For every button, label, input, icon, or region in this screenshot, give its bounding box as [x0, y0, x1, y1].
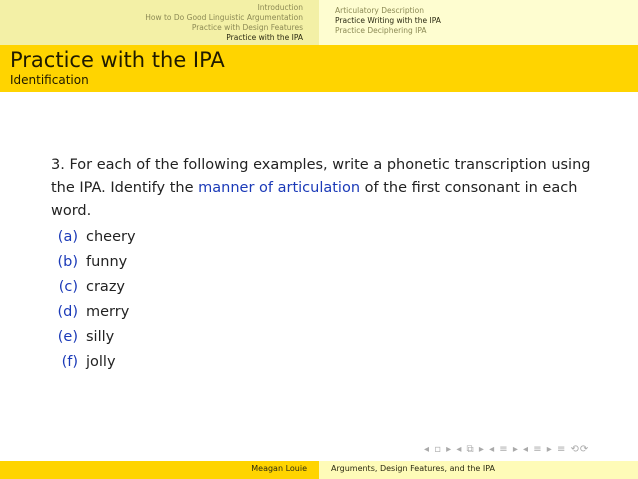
highlighted-term: manner of articulation — [198, 180, 361, 196]
item-word: cheery — [86, 229, 136, 245]
item-label: (f) — [61, 354, 78, 370]
nav-subsection-deciphering-ipa[interactable]: Practice Deciphering IPA — [335, 26, 427, 35]
question-text-end: of the first consonant in each word. — [51, 180, 578, 219]
item-label: (c) — [58, 279, 78, 295]
nav-section-design-features[interactable]: Practice with Design Features — [191, 23, 303, 32]
footer — [0, 461, 638, 479]
item-word: jolly — [86, 354, 116, 370]
list-item — [48, 302, 136, 327]
item-label: (b) — [57, 254, 78, 270]
list-item — [48, 277, 136, 302]
frame-subtitle: Identification — [10, 73, 89, 87]
item-word: crazy — [86, 279, 126, 295]
footer-author: Meagan Louie — [251, 464, 307, 473]
question-text — [51, 154, 611, 223]
item-label: (e) — [57, 329, 78, 345]
footer-title: Arguments, Design Features, and the IPA — [331, 464, 496, 473]
item-word: funny — [86, 254, 128, 270]
list-item — [48, 327, 136, 352]
example-list — [48, 227, 136, 377]
item-label: (d) — [57, 304, 78, 320]
nav-section-introduction[interactable]: Introduction — [257, 3, 303, 12]
nav-section-argumentation[interactable]: How to Do Good Linguistic Argumentation — [145, 13, 303, 22]
top-navigation — [0, 0, 638, 45]
frame-title: Practice with the IPA — [10, 48, 225, 72]
nav-subsection-writing-ipa[interactable]: Practice Writing with the IPA — [335, 16, 441, 25]
item-word: silly — [86, 329, 115, 345]
list-item — [48, 227, 136, 252]
beamer-navigation-icons[interactable]: ◂ ▫ ▸ ◂ ⧉ ▸ ◂ ≡ ▸ ◂ ≡ ▸ ≡ ⟲⟳ — [424, 444, 590, 455]
footer-title-box — [319, 461, 638, 479]
item-label: (a) — [57, 229, 78, 245]
subsection-navigation — [319, 0, 638, 45]
question-text-start: 3. For each of the following examples, write a phonetic transcription using the IPA. Identify the — [51, 157, 591, 196]
item-word: merry — [86, 304, 130, 320]
nav-section-ipa[interactable]: Practice with the IPA — [226, 33, 303, 42]
footer-author-box — [0, 461, 319, 479]
list-item — [48, 352, 136, 377]
nav-subsection-articulatory[interactable]: Articulatory Description — [335, 6, 424, 15]
section-navigation — [0, 0, 319, 45]
list-item — [48, 252, 136, 277]
